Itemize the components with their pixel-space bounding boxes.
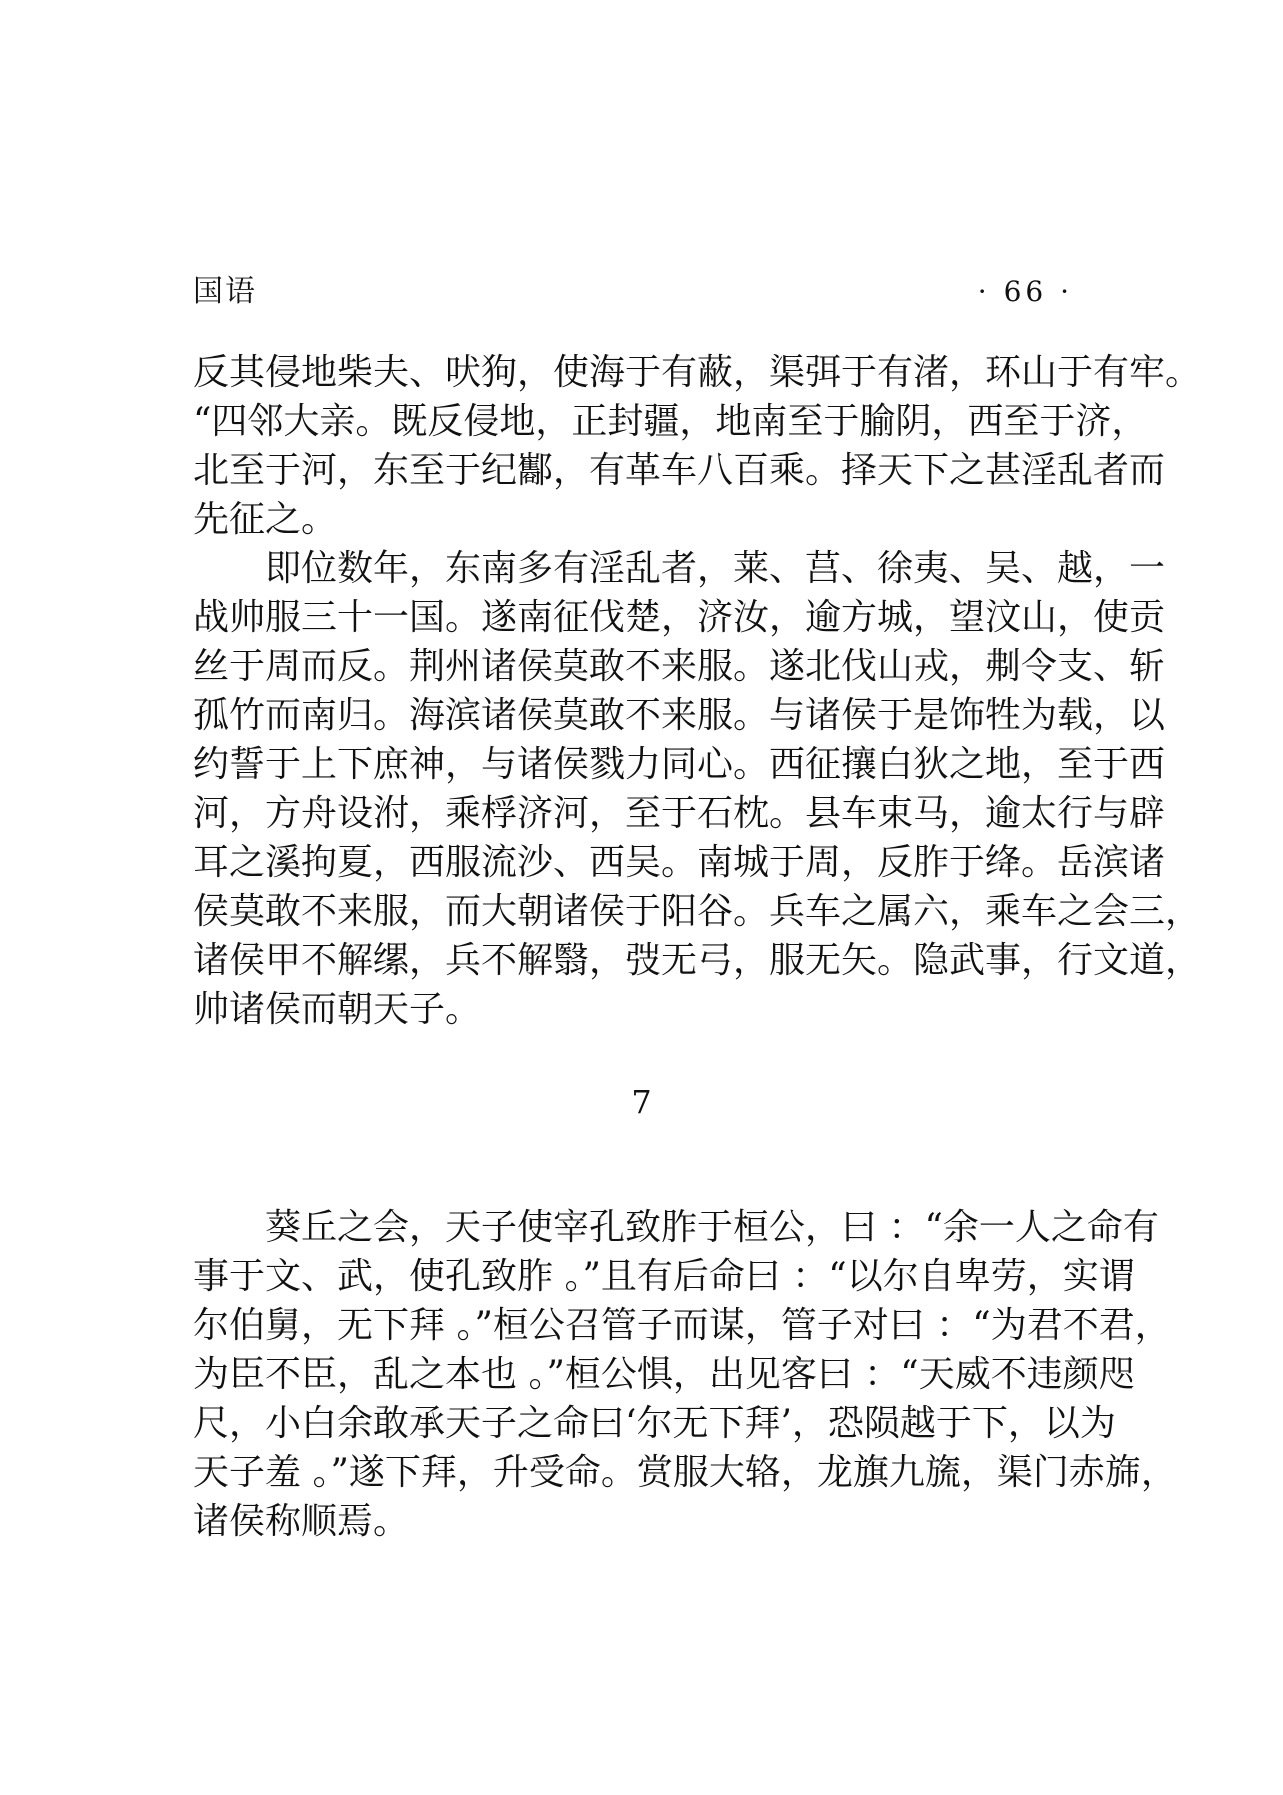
- text-line: 帅诸侯而朝天子。: [193, 989, 482, 1030]
- paragraph: [193, 544, 1202, 1034]
- text-line: 约誓于上下庶神，与诸侯戮力同心。西征攘白狄之地，至于西: [193, 744, 1166, 785]
- text-line: 尺，小白余敢承天子之命曰‘尔无下拜’，恐陨越于下，以为: [193, 1403, 1116, 1444]
- text-line: 北至于河，东至于纪酅，有革车八百乘。择天下之甚淫乱者而: [193, 450, 1166, 491]
- text-line: 丝于周而反。荆州诸侯莫敢不来服。遂北伐山戎，刜令支、斩: [193, 646, 1166, 687]
- text-line: 河，方舟设泭，乘桴济河，至于石枕。县车束马，逾太行与辟: [193, 793, 1166, 834]
- text-line: 孤竹而南归。海滨诸侯莫敢不来服。与诸侯于是饰牲为载，以: [193, 695, 1166, 736]
- text-line: “四邻大亲。既反侵地，正封疆，地南至于腧阴，西至于济，: [193, 401, 1148, 442]
- text-block-1: [193, 348, 1202, 1034]
- section-number: 7: [631, 1083, 652, 1121]
- text-line: 事于文、武，使孔致胙 。”且有后命曰 ：“以尔自卑劳，实谓: [193, 1256, 1135, 1297]
- text-line: 即位数年，东南多有淫乱者，莱、莒、徐夷、吴、越，一: [265, 548, 1166, 589]
- paragraph: [193, 1203, 1177, 1546]
- book-title: 国语: [193, 274, 257, 309]
- text-line: 葵丘之会，天子使宰孔致胙于桓公，曰 ：“余一人之命有: [265, 1207, 1159, 1248]
- text-line: 为臣不臣，乱之本也 。”桓公惧，出见客曰 ：“天威不违颜咫: [193, 1354, 1135, 1395]
- page-number: · 66 ·: [977, 275, 1073, 308]
- paragraph: [193, 348, 1202, 544]
- text-line: 战帅服三十一国。遂南征伐楚，济汝，逾方城，望汶山，使贡: [193, 597, 1166, 638]
- text-line: 诸侯称顺焉。: [193, 1501, 410, 1542]
- text-line: 侯莫敢不来服，而大朝诸侯于阳谷。兵车之属六，乘车之会三，: [193, 891, 1202, 932]
- text-line: 反其侵地柴夫、吠狗，使海于有蔽，渠弭于有渚，环山于有牢。: [193, 352, 1202, 393]
- text-line: 天子羞 。”遂下拜，升受命。赏服大辂，龙旗九旒，渠门赤旆，: [193, 1452, 1177, 1493]
- text-block-2: [193, 1203, 1177, 1546]
- text-line: 诸侯甲不解缧，兵不解翳，弢无弓，服无矢。隐武事，行文道，: [193, 940, 1202, 981]
- text-line: 尔伯舅，无下拜 。”桓公召管子而谋，管子对曰 ：“为君不君，: [193, 1305, 1171, 1346]
- text-line: 先征之。: [193, 499, 338, 540]
- text-line: 耳之溪拘夏，西服流沙、西吴。南城于周，反胙于绛。岳滨诸: [193, 842, 1166, 883]
